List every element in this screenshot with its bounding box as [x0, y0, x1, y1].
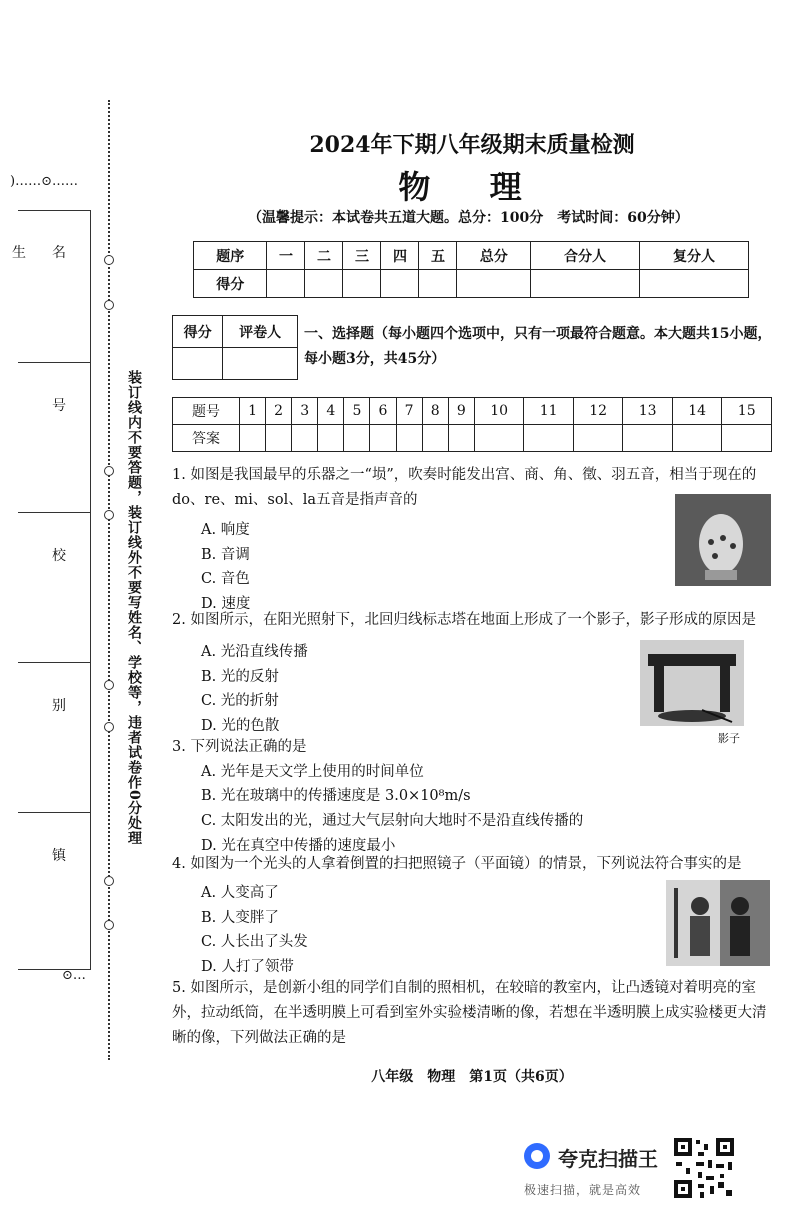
question-1-option-a: A. 响度: [201, 522, 250, 538]
question-2-option-d: D. 光的色散: [201, 718, 280, 734]
answer-cell[interactable]: [396, 425, 422, 452]
question-5-stem: 5. 如图所示，是创新小组的同学们自制的照相机，在较暗的教室内，让凸透镜对着明亮的室外，拉动纸筒，在半透明膜上可看到室外实验楼清晰的像，若想在半透明膜上成实验楼更大清晰的像，下列做法正确的是: [172, 980, 767, 1046]
mirror-broom-image: [666, 880, 770, 966]
score-row-label: 得分: [194, 270, 267, 298]
grader-cell[interactable]: [223, 348, 298, 380]
question-number: 6: [370, 398, 396, 425]
field-class: 别: [52, 698, 66, 714]
answer-cell[interactable]: [448, 425, 474, 452]
margin-dots-top: )……⊙……: [10, 174, 78, 189]
question-number: 9: [448, 398, 474, 425]
binding-circle: [104, 255, 114, 265]
field-name: 名: [52, 245, 66, 261]
xun-instrument-image: [675, 494, 771, 586]
score-header: 复分人: [639, 242, 748, 270]
question-number: 14: [672, 398, 722, 425]
binding-circle: [104, 466, 114, 476]
binding-circle: [104, 876, 114, 886]
answer-cell[interactable]: [240, 425, 266, 452]
answer-cell[interactable]: [623, 425, 673, 452]
question-number: 1: [240, 398, 266, 425]
exam-title: 2024年下期八年级期末质量检测: [309, 132, 635, 158]
question-3-option-b: B. 光在玻璃中的传播速度是 3.0×10⁸m/s: [201, 788, 471, 804]
score-header: 三: [343, 242, 381, 270]
binding-circle: [104, 722, 114, 732]
table-row: [194, 270, 749, 298]
margin-dots-bottom: ⊙…: [62, 968, 86, 983]
tropic-tower-image: [640, 640, 744, 726]
score-cell[interactable]: [530, 270, 639, 298]
question-number: 2: [266, 398, 292, 425]
mirror-person-icon: [666, 880, 770, 966]
name-prefix: 生: [12, 245, 26, 261]
question-4-option-d: D. 人打了领带: [201, 959, 294, 975]
score-header: 二: [305, 242, 343, 270]
question-number: 11: [524, 398, 574, 425]
question-1-option-d: D. 速度: [201, 596, 251, 612]
question-number: 3: [292, 398, 318, 425]
answer-table: [172, 397, 772, 452]
question-1-option-c: C. 音色: [201, 571, 250, 587]
grader-header: 评卷人: [223, 316, 298, 348]
question-4-option-c: C. 人长出了头发: [201, 934, 308, 950]
question-number: 13: [623, 398, 673, 425]
score-header: 合分人: [530, 242, 639, 270]
answer-row-label: 题号: [173, 398, 240, 425]
table-row: [173, 425, 772, 452]
score-header: 总分: [457, 242, 530, 270]
question-3-stem: 3. 下列说法正确的是: [172, 739, 307, 755]
grader-header: 得分: [173, 316, 223, 348]
answer-cell[interactable]: [672, 425, 722, 452]
question-4-stem: 4. 如图为一个光头的人拿着倒置的扫把照镜子（平面镜）的情景，下列说法符合事实的是: [172, 856, 742, 872]
binding-notice: 装订线内不要答题，装订线外不要写姓名、学校等，违者试卷作0分处理: [126, 370, 142, 846]
brand-slogan: 极速扫描，就是高效: [524, 1183, 642, 1197]
question-2-option-b: B. 光的反射: [201, 669, 279, 685]
score-cell[interactable]: [267, 270, 305, 298]
xun-instrument-icon: [675, 494, 771, 586]
info-divider: [18, 812, 90, 813]
page-footer: 八年级 物理 第1页（共6页）: [371, 1069, 573, 1085]
question-number: 12: [573, 398, 623, 425]
score-header: 五: [419, 242, 457, 270]
score-cell[interactable]: [639, 270, 748, 298]
answer-cell[interactable]: [292, 425, 318, 452]
info-divider: [18, 662, 90, 663]
binding-line: [108, 100, 110, 1060]
section-heading: 一、选择题（每小题四个选项中，只有一项最符合题意。本大题共15小题，每小题3分，共45分）: [304, 326, 772, 367]
score-header: 一: [267, 242, 305, 270]
question-1-option-b: B. 音调: [201, 547, 250, 563]
score-cell[interactable]: [305, 270, 343, 298]
shadow-tower-icon: [640, 640, 744, 726]
question-2-option-a: A. 光沿直线传播: [201, 644, 308, 660]
question-1-stem: 1. 如图是我国最早的乐器之一“埙”，吹奏时能发出宫、商、角、徵、羽五音，相当于现在的do、re、mi、sol、la五音是指声音的: [172, 467, 757, 508]
answer-cell[interactable]: [370, 425, 396, 452]
answer-cell[interactable]: [344, 425, 370, 452]
question-4-option-b: B. 人变胖了: [201, 910, 279, 926]
answer-cell[interactable]: [722, 425, 772, 452]
question-number: 7: [396, 398, 422, 425]
score-table: [193, 241, 749, 298]
binding-circle: [104, 680, 114, 690]
answer-cell[interactable]: [266, 425, 292, 452]
binding-circle: [104, 510, 114, 520]
table-row: [194, 242, 749, 270]
brand-name: 夸克扫描王: [558, 1147, 658, 1171]
question-number: 15: [722, 398, 772, 425]
grader-table: [172, 315, 298, 380]
question-4-option-a: A. 人变高了: [201, 885, 279, 901]
grader-cell[interactable]: [173, 348, 223, 380]
question-number: 8: [422, 398, 448, 425]
answer-cell[interactable]: [524, 425, 574, 452]
score-cell[interactable]: [419, 270, 457, 298]
field-town: 镇: [52, 848, 66, 864]
score-cell[interactable]: [343, 270, 381, 298]
answer-row-label: 答案: [173, 425, 240, 452]
subject-title: 物 理: [398, 168, 546, 206]
question-number: 4: [318, 398, 344, 425]
score-header: 四: [381, 242, 419, 270]
table-row: [173, 348, 298, 380]
answer-cell[interactable]: [318, 425, 344, 452]
question-2-option-c: C. 光的折射: [201, 693, 279, 709]
shadow-label: 影子: [718, 732, 740, 745]
binding-circle: [104, 300, 114, 310]
answer-cell[interactable]: [573, 425, 623, 452]
table-row: [173, 398, 772, 425]
info-divider: [18, 362, 90, 363]
answer-cell[interactable]: [422, 425, 448, 452]
question-3-option-c: C. 太阳发出的光，通过大气层射向大地时不是沿直线传播的: [201, 813, 584, 829]
question-number: 5: [344, 398, 370, 425]
binding-circle: [104, 920, 114, 930]
field-school: 校: [52, 548, 66, 564]
question-2-stem: 2. 如图所示，在阳光照射下，北回归线标志塔在地面上形成了一个影子，影子形成的原因是: [172, 612, 756, 628]
answer-cell[interactable]: [474, 425, 524, 452]
score-cell[interactable]: [457, 270, 530, 298]
score-cell[interactable]: [381, 270, 419, 298]
question-number: 10: [474, 398, 524, 425]
field-number: 号: [52, 398, 66, 414]
table-row: [173, 316, 298, 348]
quark-logo-icon: [524, 1143, 550, 1169]
exam-tip: （温馨提示：本试卷共五道大题。总分：100分 考试时间：60分钟）: [248, 210, 689, 226]
question-3-option-d: D. 光在真空中传播的速度最小: [201, 838, 396, 854]
score-header: 题序: [194, 242, 267, 270]
question-3-option-a: A. 光年是天文学上使用的时间单位: [201, 764, 424, 780]
info-divider: [18, 512, 90, 513]
qr-code-icon: [672, 1136, 736, 1200]
